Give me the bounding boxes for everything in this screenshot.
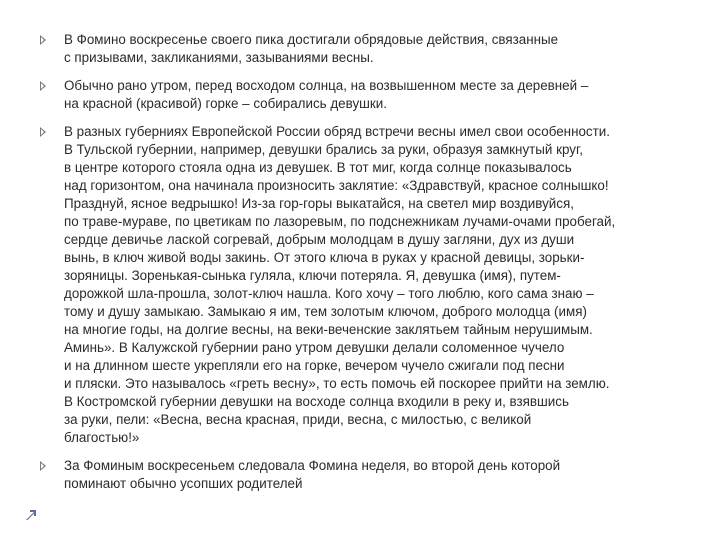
text-line: за руки, пели: «Весна, весна красная, приди, весна, с милостью, с великой xyxy=(64,412,532,427)
text-line: благостью!» xyxy=(64,430,140,445)
triangle-bullet-icon xyxy=(40,127,46,137)
bullet-item xyxy=(40,77,700,113)
text-line: поминают обычно усопших родителей xyxy=(64,476,303,491)
text-line: в центре которого стояла одна из девушек. В тот миг, когда солнце показывалось xyxy=(64,160,572,175)
text-line: на многие годы, на долгие весны, на веки-вечeнские заклятьем тайным нерушимым. xyxy=(64,322,593,337)
bullet-item xyxy=(40,123,700,447)
text-line: по траве-мураве, по цветикам по лазоревым, по подснежникам лучами-очами пробегай, xyxy=(64,214,616,229)
text-line: сердце девичье лаской согревай, добрым молодцам в душу загляни, дух из души xyxy=(64,232,575,247)
arrow-up-right-icon[interactable] xyxy=(24,508,38,522)
text-line: тому и душу замыкаю. Замыкаю я им, тем золотым ключом, доброго молодца (имя) xyxy=(64,304,587,319)
bullet-text xyxy=(64,77,700,113)
text-line: Празднуй, ясное ведрышко! Из-за гор-горы выкатайся, на светел мир воздивуйся, xyxy=(64,196,574,211)
text-line: вынь, в ключ живой воды закинь. От этого ключа в руках у красной девицы, зорьки- xyxy=(64,250,585,265)
text-line: и пляски. Это называлось «греть весну», то есть помочь ей поскорее прийти на землю. xyxy=(64,376,610,391)
bullet-list xyxy=(40,31,700,503)
text-line: В Тульской губернии, например, девушки брались за руки, образуя замкнутый круг, xyxy=(64,142,583,157)
text-line: Аминь». В Калужской губернии рано утром девушки делали соломенное чучело xyxy=(64,340,565,355)
text-line: Обычно рано утром, перед восходом солнца, на возвышенном месте за деревней – xyxy=(64,78,589,93)
bullet-text xyxy=(64,457,700,493)
bullet-text xyxy=(64,31,700,67)
bullet-text xyxy=(64,123,700,447)
text-line: За Фоминым воскресеньем следовала Фомина неделя, во второй день которой xyxy=(64,458,561,473)
text-line: над горизонтом, она начинала произносить заклятие: «Здравствуй, красное солнышко! xyxy=(64,178,609,193)
text-line: В Фомино воскресенье своего пика достигали обрядовые действия, связанные xyxy=(64,32,559,47)
text-line: на красной (красивой) горке – собирались девушки. xyxy=(64,96,387,111)
text-line: и на длинном шесте укрепляли его на горке, вечером чучело сжигали под песни xyxy=(64,358,565,373)
bullet-item xyxy=(40,31,700,67)
triangle-bullet-icon xyxy=(40,35,46,45)
text-line: с призывами, закликаниями, зазываниями весны. xyxy=(64,50,374,65)
text-line: В Костромской губернии девушки на восходе солнца входили в реку и, взявшись xyxy=(64,394,569,409)
text-line: дорожкой шла-прошла, золот-ключ нашла. Кого хочу – того люблю, кого сама знаю – xyxy=(64,286,594,301)
triangle-bullet-icon xyxy=(40,81,46,91)
text-line: В разных губерниях Европейской России обряд встречи весны имел свои особенности. xyxy=(64,124,610,139)
text-line: зоряницы. Зоренькая-сынька гуляла, ключи потеряла. Я, девушка (имя), путем- xyxy=(64,268,561,283)
triangle-bullet-icon xyxy=(40,461,46,471)
bullet-item xyxy=(40,457,700,493)
